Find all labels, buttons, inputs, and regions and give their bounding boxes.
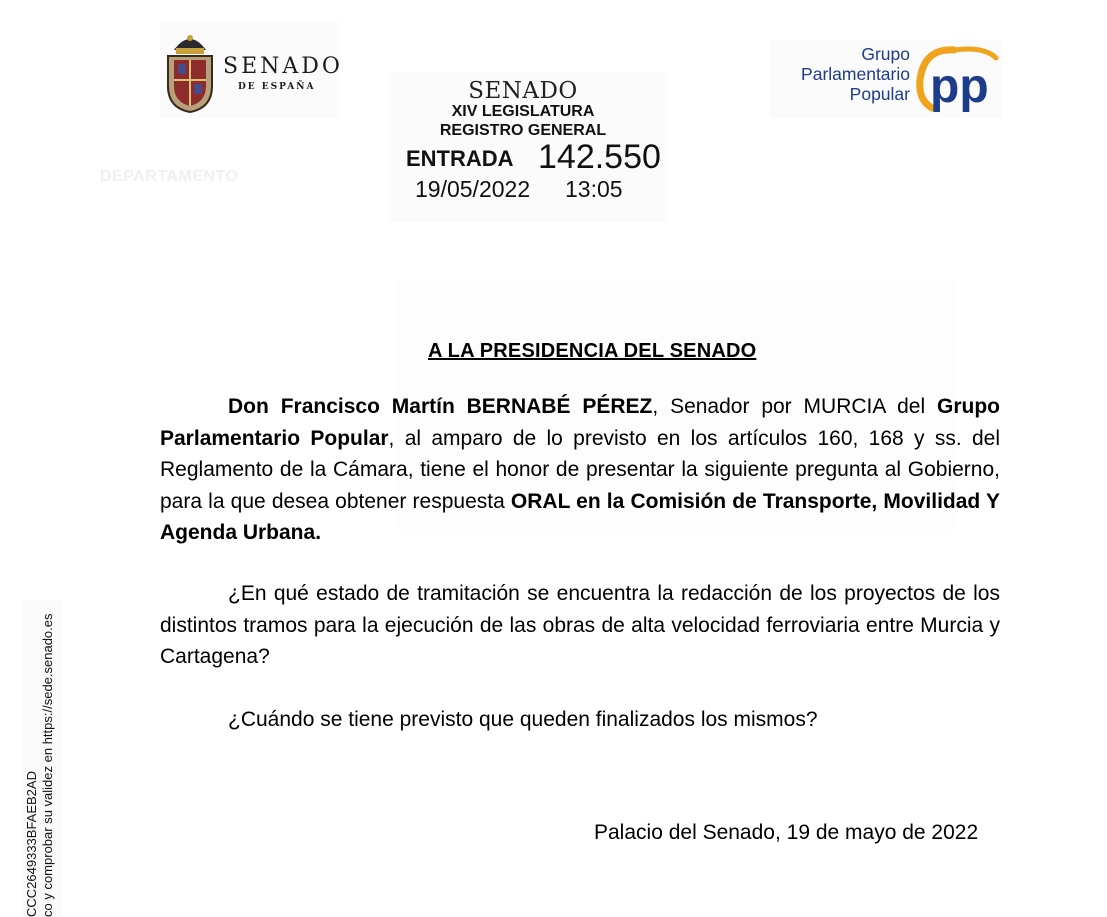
response-mode: ORAL en la Comisión de Transporte, Movilidad Y Agenda Urbana. [160,489,1000,544]
department-ghost-text: DEPARTAMENTO [100,168,239,185]
question-1 [160,578,1000,673]
intro-text-1: , Senador por MURCIA del [652,395,937,418]
stamp-entry-label: ENTRADA [406,146,514,171]
stamp-institution: SENADO [468,78,578,104]
group-logo-line3: Popular [849,84,910,104]
stamp-time: 13:05 [565,176,623,202]
question-2-text: ¿Cuándo se tiene previsto que queden finalizados los mismos? [228,708,818,731]
question-2 [160,704,1000,736]
group-logo-line1: Grupo [861,44,910,64]
verification-text [24,600,64,917]
group-logo [770,40,1002,118]
stamp-legislature: XIV LEGISLATURA [451,103,595,120]
svg-text:pp: pp [930,60,989,112]
question-1-text: ¿En qué estado de tramitación se encuentra la redacción de los proyectos de los distintos tramos para la ejecución de las obras de alta velocidad ferroviaria entre Murcia y Cartagena? [160,582,1000,668]
stamp-registry: REGISTRO GENERAL [439,122,607,139]
senado-logo [160,22,343,118]
senado-logo-name: SENADO [223,54,343,79]
pp-logo-icon [910,42,1000,112]
senado-crest-icon [164,28,216,114]
verification-sidebar [22,600,62,917]
stamp-entry-number: 142.550 [538,138,661,176]
closing-place-date: Palacio del Senado, 19 de mayo de 2022 [594,821,979,844]
verification-url-text: co y comprobar su validez en https://sede.senado.es [40,613,55,917]
intro-paragraph [160,391,1000,549]
group-logo-text [801,44,910,104]
registry-stamp [388,72,668,222]
stamp-date: 19/05/2022 [415,176,531,202]
group-logo-line2: Parlamentario [801,64,910,84]
stamp-legislature-block [388,102,658,140]
senado-logo-subtitle: DE ESPAÑA [238,82,316,92]
verification-code: CCC2649333BFAEB2AD [24,771,39,917]
group-name: Grupo Parlamentario Popular [160,395,1000,450]
intro-text-2: , al amparo de lo previsto en los artículos 160, 168 y ss. del Reglamento de la Cámara, tiene el honor de presentar la siguiente pregunta al Gobierno, para la que desea obtener respuesta [160,426,1000,513]
senator-name: Don Francisco Martín BERNABÉ PÉREZ [228,395,653,418]
addressee-heading: A LA PRESIDENCIA DEL SENADO [428,340,757,362]
